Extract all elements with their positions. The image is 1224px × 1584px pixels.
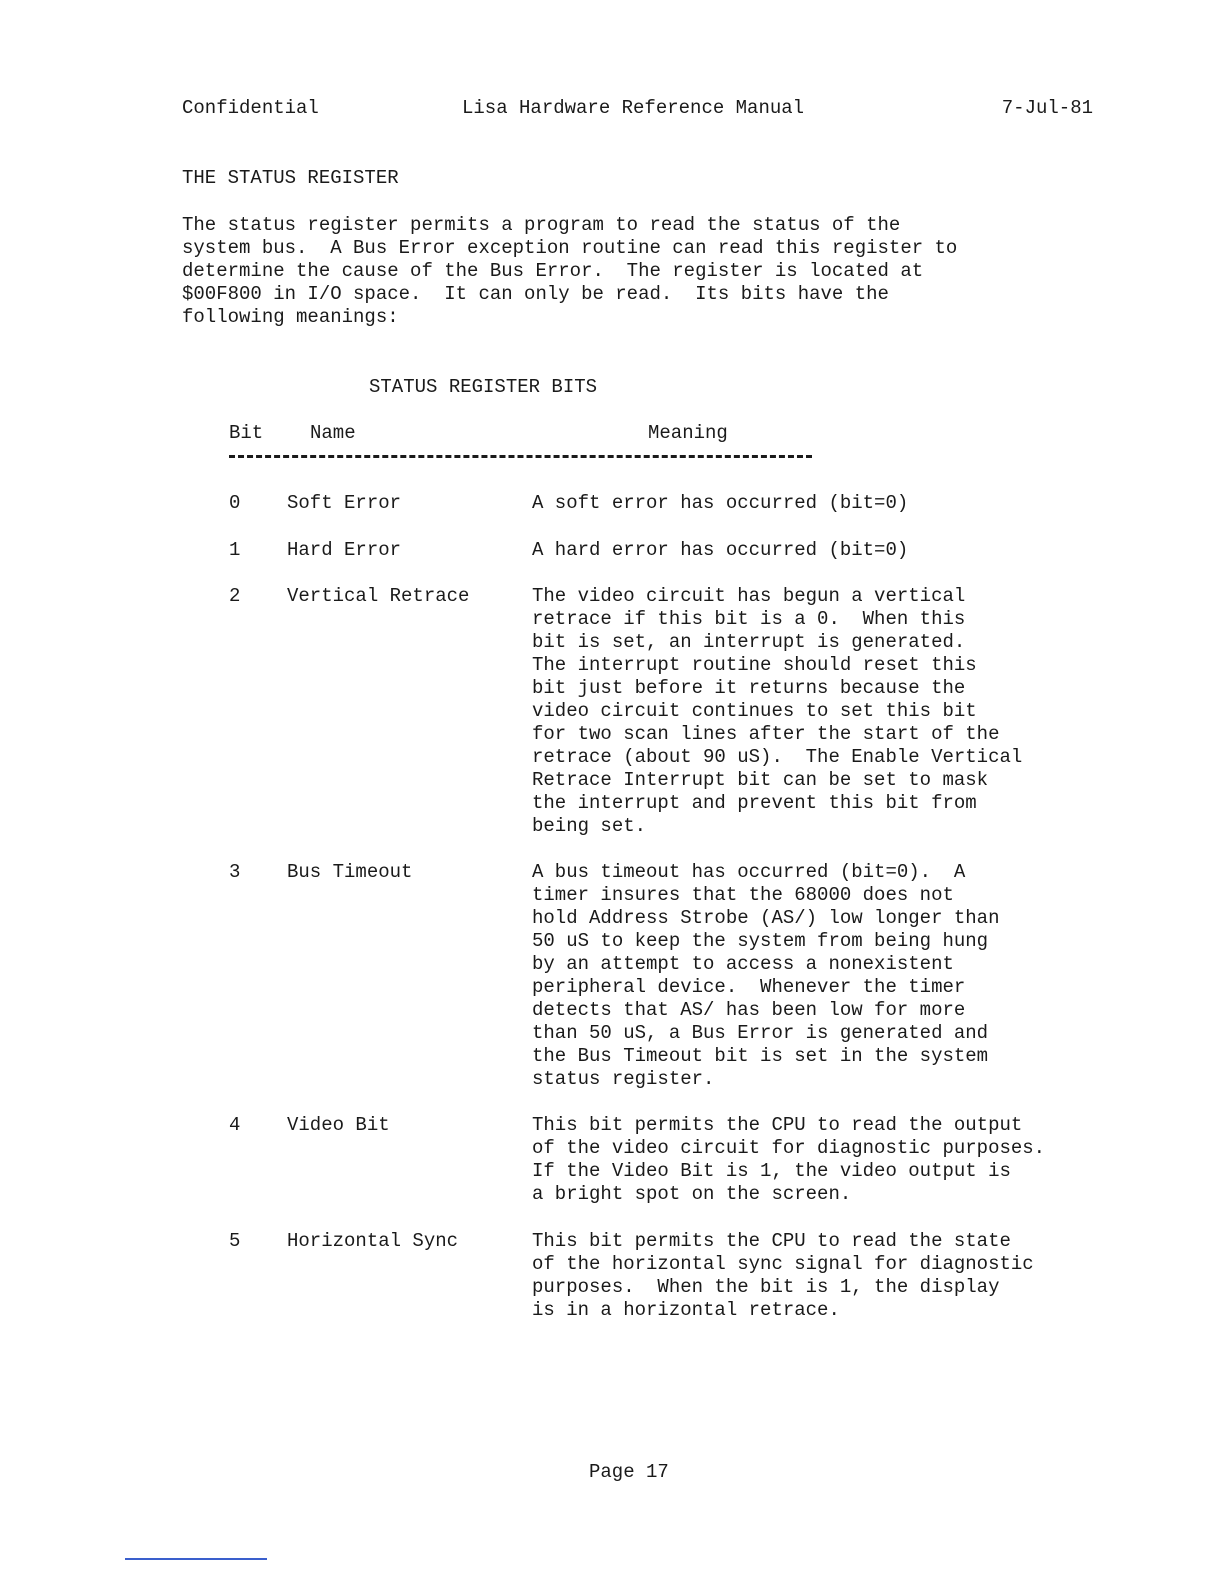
- meaning-line: 50 uS to keep the system from being hung: [532, 930, 989, 952]
- meaning-line: for two scan lines after the start of the: [532, 723, 1000, 745]
- row-bit: 0: [229, 492, 241, 514]
- row-meaning: [532, 1114, 1045, 1206]
- meaning-line: Retrace Interrupt bit can be set to mask: [532, 769, 989, 791]
- row-name: Video Bit: [287, 1114, 390, 1136]
- meaning-line: being set.: [532, 815, 647, 837]
- row-name: Vertical Retrace: [287, 585, 470, 607]
- meaning-line: bit just before it returns because the: [532, 677, 966, 699]
- row-name: Soft Error: [287, 492, 402, 514]
- header-divider: [229, 455, 812, 458]
- meaning-line: This bit permits the CPU to read the state: [532, 1230, 1011, 1252]
- meaning-line: A hard error has occurred (bit=0): [532, 539, 909, 561]
- row-name: Bus Timeout: [287, 861, 413, 883]
- intro-line: $00F800 in I/O space. It can only be read. Its bits have the: [182, 283, 889, 305]
- meaning-line: The interrupt routine should reset this: [532, 654, 977, 676]
- intro-line: determine the cause of the Bus Error. The register is located at: [182, 260, 924, 282]
- meaning-line: This bit permits the CPU to read the output: [532, 1114, 1023, 1136]
- header-manual-title: Lisa Hardware Reference Manual: [462, 97, 805, 119]
- meaning-line: retrace if this bit is a 0. When this: [532, 608, 966, 630]
- meaning-line: the interrupt and prevent this bit from: [532, 792, 977, 814]
- row-name: Horizontal Sync: [287, 1230, 459, 1252]
- meaning-line: The video circuit has begun a vertical: [532, 585, 966, 607]
- scan-artifact-line: [125, 1558, 267, 1560]
- meaning-line: timer insures that the 68000 does not: [532, 884, 954, 906]
- meaning-line: retrace (about 90 uS). The Enable Vertical: [532, 746, 1023, 768]
- table-title: STATUS REGISTER BITS: [369, 376, 598, 398]
- intro-paragraph: [182, 214, 1002, 329]
- intro-line: following meanings:: [182, 306, 399, 328]
- meaning-line: If the Video Bit is 1, the video output is: [532, 1160, 1011, 1182]
- row-bit: 1: [229, 539, 241, 561]
- meaning-line: bit is set, an interrupt is generated.: [532, 631, 966, 653]
- page-number: Page 17: [589, 1461, 669, 1483]
- meaning-line: by an attempt to access a nonexistent: [532, 953, 954, 975]
- row-meaning: [532, 861, 999, 1091]
- meaning-line: peripheral device. Whenever the timer: [532, 976, 966, 998]
- row-bit: 3: [229, 861, 241, 883]
- meaning-line: status register.: [532, 1068, 715, 1090]
- intro-line: The status register permits a program to read the status of the: [182, 214, 901, 236]
- row-meaning: [532, 585, 1022, 838]
- intro-line: system bus. A Bus Error exception routine can read this register to: [182, 237, 958, 259]
- row-meaning: [532, 492, 908, 515]
- row-bit: 4: [229, 1114, 241, 1136]
- column-header-bit: Bit: [229, 422, 264, 444]
- meaning-line: is in a horizontal retrace.: [532, 1299, 840, 1321]
- header-confidential: Confidential: [182, 97, 319, 119]
- meaning-line: of the video circuit for diagnostic purposes.: [532, 1137, 1046, 1159]
- meaning-line: the Bus Timeout bit is set in the system: [532, 1045, 989, 1067]
- meaning-line: A bus timeout has occurred (bit=0). A: [532, 861, 966, 883]
- column-header-meaning: Meaning: [648, 422, 728, 444]
- row-name: Hard Error: [287, 539, 402, 561]
- meaning-line: purposes. When the bit is 1, the display: [532, 1276, 1000, 1298]
- section-title: THE STATUS REGISTER: [182, 167, 399, 189]
- meaning-line: hold Address Strobe (AS/) low longer than: [532, 907, 1000, 929]
- row-bit: 2: [229, 585, 241, 607]
- meaning-line: detects that AS/ has been low for more: [532, 999, 966, 1021]
- row-bit: 5: [229, 1230, 241, 1252]
- meaning-line: video circuit continues to set this bit: [532, 700, 977, 722]
- meaning-line: than 50 uS, a Bus Error is generated and: [532, 1022, 989, 1044]
- header-date: 7-Jul-81: [1001, 97, 1093, 119]
- row-meaning: [532, 1230, 1034, 1322]
- row-meaning: [532, 539, 908, 562]
- meaning-line: A soft error has occurred (bit=0): [532, 492, 909, 514]
- column-header-name: Name: [310, 422, 356, 444]
- meaning-line: a bright spot on the screen.: [532, 1183, 852, 1205]
- meaning-line: of the horizontal sync signal for diagnostic: [532, 1253, 1034, 1275]
